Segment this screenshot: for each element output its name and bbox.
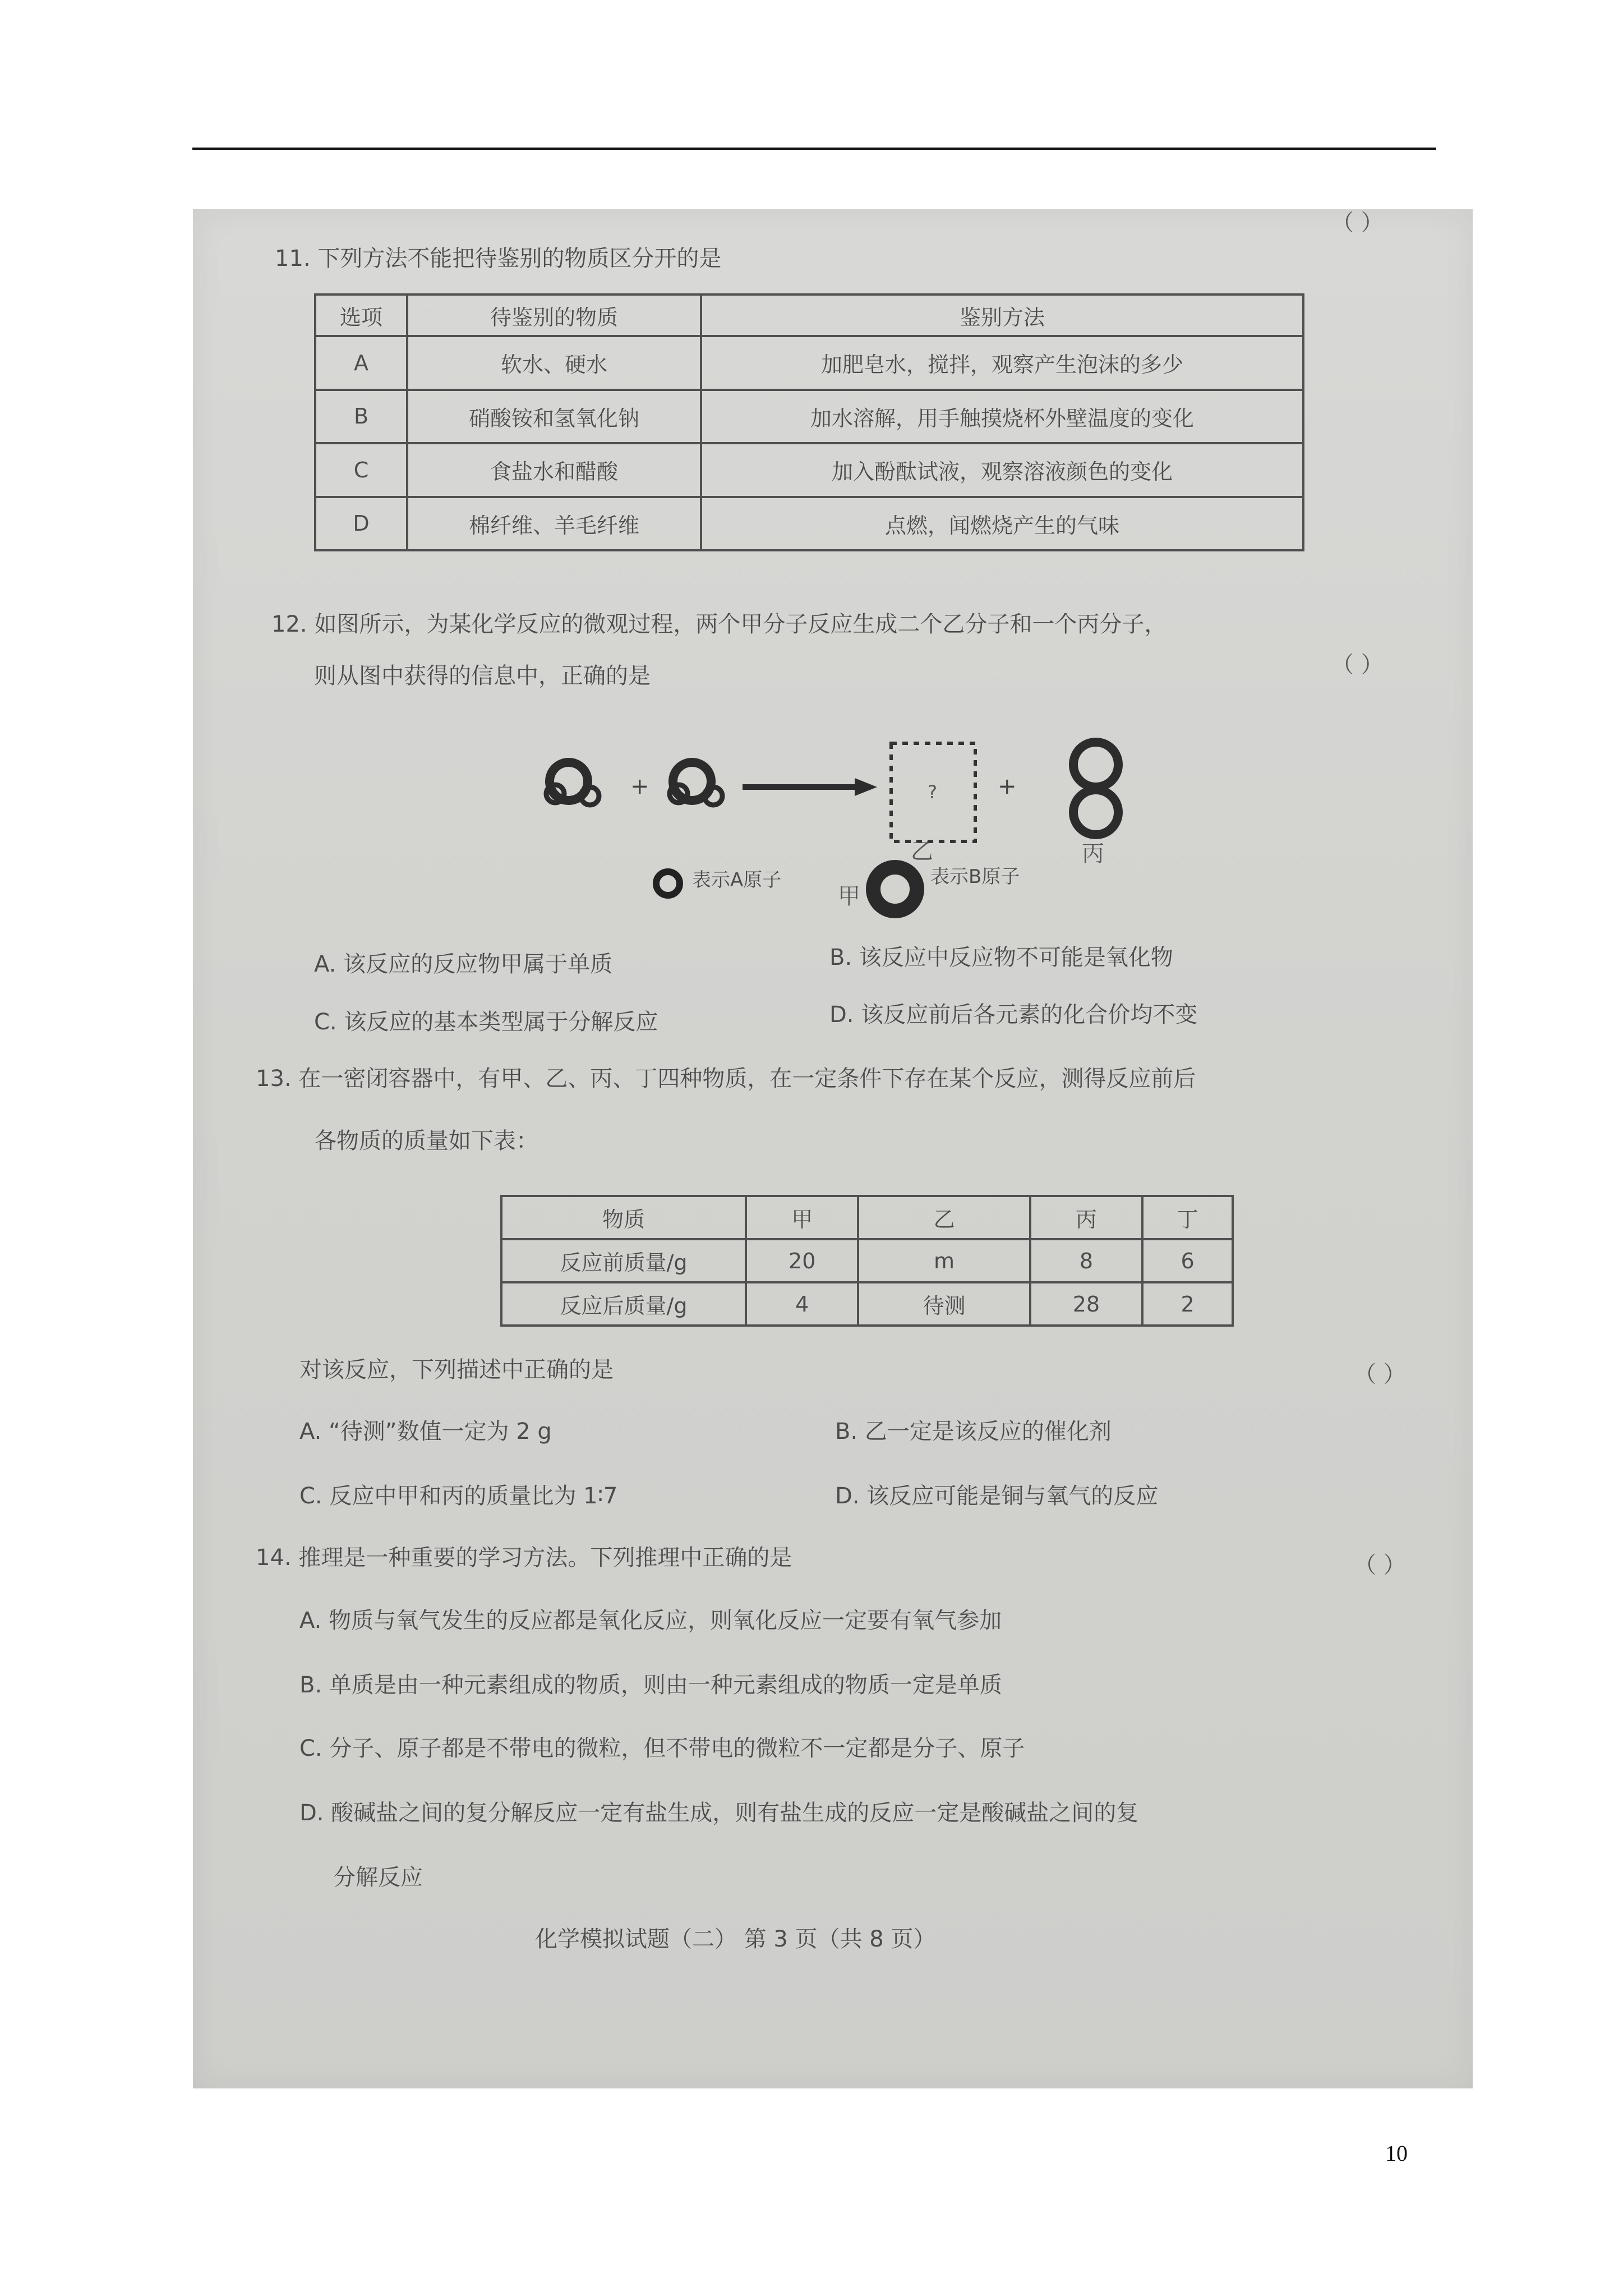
q13-answer-paren: （ ） [1354, 1361, 1406, 1387]
header-cell: 鉴别方法 [701, 295, 1303, 336]
molecule-bing [1073, 742, 1118, 835]
q13-ask: 对该反应，下列描述中正确的是 [299, 1357, 614, 1383]
q12-option-b: B. 该反应中反应物不可能是氧化物 [829, 945, 1173, 970]
q11-answer-paren: （ ） [1331, 210, 1384, 236]
header-cell: 物质 [501, 1196, 746, 1239]
unknown-mark: ? [928, 781, 937, 803]
table-cell: 待测 [858, 1282, 1030, 1326]
table-cell: 食盐水和醋酸 [407, 443, 701, 497]
table-cell: 8 [1030, 1239, 1142, 1282]
q13-option-a: A. “待测”数值一定为 2 g [299, 1419, 552, 1444]
q14-answer-paren: （ ） [1354, 1552, 1406, 1578]
q13-option-d: D. 该反应可能是铜与氧气的反应 [835, 1483, 1159, 1509]
table-cell: A [315, 336, 407, 390]
header-cell: 甲 [746, 1196, 858, 1239]
q14-stem: 14. 推理是一种重要的学习方法。下列推理中正确的是 [256, 1545, 792, 1571]
table-cell: 棉纤维、羊毛纤维 [407, 497, 701, 551]
table-row [501, 1282, 1233, 1326]
table-cell: 硝酸铵和氢氧化钠 [407, 390, 701, 444]
table-cell: 反应后质量/g [501, 1282, 746, 1326]
q13-stem-line2: 各物质的质量如下表： [314, 1128, 538, 1154]
q12-option-d: D. 该反应前后各元素的化合价均不变 [829, 1002, 1198, 1028]
table-header-row [501, 1196, 1233, 1239]
q12-answer-paren: （ ） [1331, 652, 1384, 678]
header-rule [192, 148, 1436, 150]
exam-footer: 化学模拟试题（二） 第 3 页（共 8 页） [535, 1926, 936, 1952]
q12-stem-line1: 12. 如图所示，为某化学反应的微观过程，两个甲分子反应生成二个乙分子和一个丙分子， [271, 611, 1167, 637]
plus-sign: + [998, 774, 1017, 799]
table-cell: B [315, 390, 407, 444]
header-cell: 丙 [1030, 1196, 1142, 1239]
q14-option-b: B. 单质是由一种元素组成的物质，则由一种元素组成的物质一定是单质 [299, 1672, 1002, 1698]
molecule-jia-1 [546, 762, 599, 805]
label-jia: 甲 [838, 884, 860, 909]
q11-stem: 11. 下列方法不能把待鉴别的物质区分开的是 [275, 246, 722, 272]
plus-sign: + [630, 774, 649, 799]
table-row [315, 497, 1303, 551]
legend-b-text: 表示B原子 [930, 866, 1020, 888]
q14-option-d-line1: D. 酸碱盐之间的复分解反应一定有盐生成，则有盐生成的反应一定是酸碱盐之间的复 [299, 1800, 1139, 1826]
table-cell: 20 [746, 1239, 858, 1282]
exam-page-photo [193, 209, 1473, 2088]
legend-a-text: 表示A原子 [692, 869, 782, 891]
atom-b-legend-icon [866, 860, 924, 918]
header-cell: 待鉴别的物质 [407, 295, 701, 336]
q14-option-c: C. 分子、原子都是不带电的微粒，但不带电的微粒不一定都是分子、原子 [299, 1736, 1025, 1761]
table-cell: 软水、硬水 [407, 336, 701, 390]
label-yi: 乙 [911, 839, 933, 864]
table-cell: 点燃，闻燃烧产生的气味 [701, 497, 1303, 551]
q13-stem-line1: 13. 在一密闭容器中，有甲、乙、丙、丁四种物质，在一定条件下存在某个反应，测得反应前后 [256, 1066, 1196, 1092]
table-cell: 加肥皂水，搅拌，观察产生泡沫的多少 [701, 336, 1303, 390]
header-cell: 选项 [315, 295, 407, 336]
table-cell: 反应前质量/g [501, 1239, 746, 1282]
table-row [501, 1239, 1233, 1282]
table-cell: 28 [1030, 1282, 1142, 1326]
table-cell: 2 [1142, 1282, 1233, 1326]
label-bing: 丙 [1082, 841, 1104, 867]
table-cell: 4 [746, 1282, 858, 1326]
table-cell: D [315, 497, 407, 551]
molecule-jia-2 [670, 762, 722, 805]
q13-option-b: B. 乙一定是该反应的催化剂 [835, 1419, 1112, 1444]
table-cell: 加水溶解，用手触摸烧杯外壁温度的变化 [701, 390, 1303, 444]
table-row [315, 443, 1303, 497]
q13-option-c: C. 反应中甲和丙的质量比为 1∶7 [299, 1483, 618, 1509]
page-number: 10 [1385, 2141, 1408, 2166]
table-cell: C [315, 443, 407, 497]
table-row [315, 390, 1303, 444]
atom-a-legend-icon [653, 868, 683, 899]
q14-option-d-line2: 分解反应 [333, 1865, 423, 1890]
q14-option-a: A. 物质与氧气发生的反应都是氧化反应，则氧化反应一定要有氧气参加 [299, 1608, 1002, 1634]
table-cell: m [858, 1239, 1030, 1282]
q11-table [314, 293, 1304, 551]
table-cell: 6 [1142, 1239, 1233, 1282]
header-cell: 丁 [1142, 1196, 1233, 1239]
q12-option-c: C. 该反应的基本类型属于分解反应 [314, 1009, 658, 1035]
reaction-arrow [743, 778, 877, 796]
q13-table [500, 1195, 1234, 1327]
header-cell: 乙 [858, 1196, 1030, 1239]
table-row [315, 336, 1303, 390]
table-cell: 加入酚酞试液，观察溶液颜色的变化 [701, 443, 1303, 497]
q12-stem-line2: 则从图中获得的信息中，正确的是 [314, 663, 651, 689]
q12-option-a: A. 该反应的反应物甲属于单质 [314, 951, 613, 977]
table-header-row [315, 295, 1303, 336]
